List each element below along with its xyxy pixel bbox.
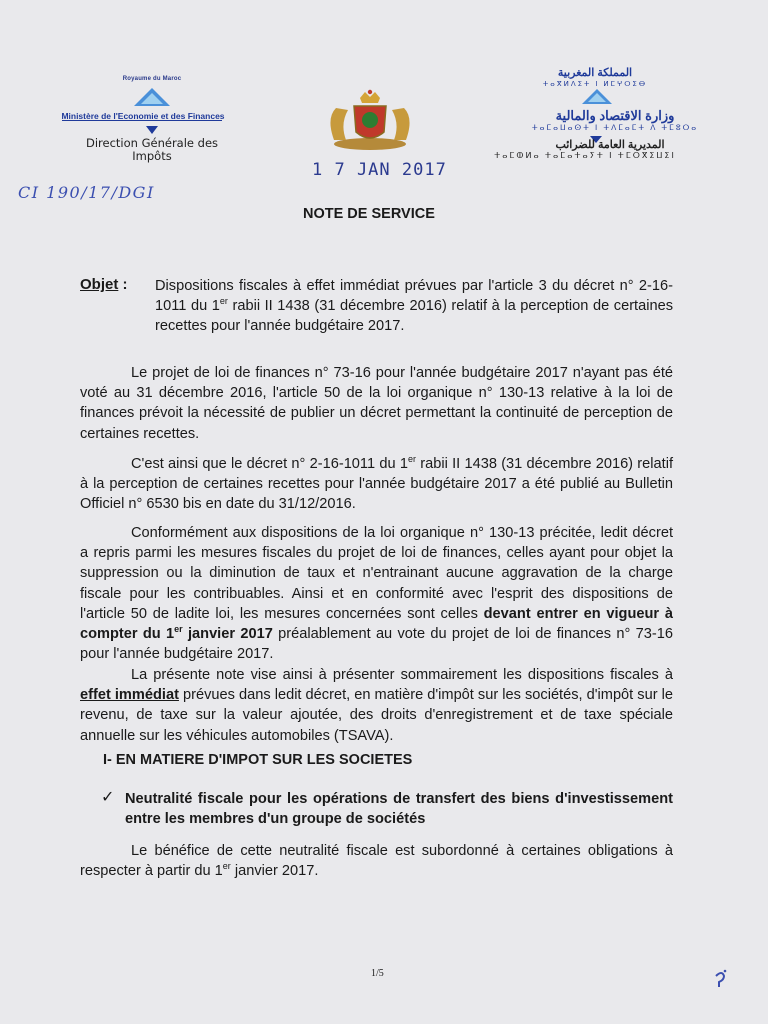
document-title: NOTE DE SERVICE bbox=[303, 206, 435, 222]
tifinagh-kingdom: ⵜⴰⴳⵍⴷⵉⵜ ⵏ ⵍⵎⵖⵔⵉⴱ bbox=[542, 81, 648, 88]
direction-name: Direction Générale des Impôts bbox=[85, 136, 219, 163]
ministry-logo-right-icon bbox=[580, 88, 614, 108]
section-heading-1: I- EN MATIERE D'IMPOT SUR LES SOCIETES bbox=[103, 752, 413, 768]
paragraph-4: La présente note vise ainsi à présenter sommairement les dispositions fiscales à effet immédiat prévues dans ledit décret, en matière d'impôt sur les sociétés, d'impôt sur le revenu, de taxe sur la valeur ajoutée, des droits d'enregistrement et de taxe spéciale annuelle sur les véhicules automobiles (TSAVA). bbox=[80, 667, 673, 744]
ministry-arrow-icon bbox=[146, 121, 158, 129]
ministry-arrow-right-icon bbox=[590, 130, 602, 137]
tifinagh-ministry: ⵜⴰⵎⴰⵡⴰⵙⵜ ⵏ ⵜⴷⵎⴰⵎⵜ ⴷ ⵜⵎⵓⵔⴰ bbox=[531, 123, 699, 132]
check-icon: ✓ bbox=[101, 789, 115, 806]
page-number: 1/5 bbox=[371, 968, 384, 979]
paragraph-3: Conformément aux dispositions de la loi organique n° 130-13 précitée, ledit décret a repris parmi les mesures fiscales du projet de loi de finances, celles ayant pour objet la suppression ou la diminution de taux et n'entrainant aucune aggravation de la charge fiscale pour les contribuables. Ainsi et en conformité avec l'esprit des dispositions de l'article 50 de ladite loi, les mesures concernées sont celles devant entrer en vigueur à compter du 1er janvier 2017 préalablement au vote du projet de loi de finances n° 73-16 pour l'année budgétaire 2017. bbox=[80, 525, 674, 663]
coat-of-arms-icon bbox=[320, 88, 420, 152]
received-date-stamp: 1 7 JAN 2017 bbox=[312, 160, 447, 180]
arabic-kingdom: المملكة المغربية bbox=[557, 67, 633, 79]
kingdom-label: Royaume du Maroc bbox=[122, 76, 182, 82]
ministry-logo-icon bbox=[132, 87, 172, 111]
objet-separator: : bbox=[122, 276, 128, 293]
tifinagh-direction: ⵜⴰⵎⵀⵍⴰ ⵜⴰⵎⴰⵜⴰⵢⵜ ⵏ ⵜⵎⵔⴳⵉⵡⵉⵏ bbox=[494, 151, 676, 160]
subsection-heading-1: Neutralité fiscale pour les opérations de transfert des biens d'investissement entre les membres d'un groupe de sociétés bbox=[125, 791, 673, 828]
arabic-ministry: وزارة الاقتصاد والمالية bbox=[555, 108, 675, 123]
objet-text: Dispositions fiscales à effet immédiat prévues par l'article 3 du décret n° 2-16-1011 du 1er rabii II 1438 (31 décembre 2016) relatif à la perception de certaines recettes pour l'année budgétaire 2017. bbox=[155, 278, 674, 335]
paragraph-2: C'est ainsi que le décret n° 2-16-1011 du 1er rabii II 1438 (31 décembre 2016) relatif à la perception de certaines recettes pour l'année budgétaire 2017 a été publié au Bulletin Officiel n° 6530 bis en date du 31/12/2016. bbox=[80, 454, 673, 513]
arabic-direction: المديرية العامة للضرائب bbox=[555, 139, 665, 151]
ministry-name: Ministère de l'Economie et des Finances bbox=[61, 111, 225, 121]
paragraph-5: Le bénéfice de cette neutralité fiscale est subordonné à certaines obligations à respecter à partir du 1er janvier 2017. bbox=[80, 843, 673, 880]
paragraph-3-emphasis: devant entrer en vigueur à compter du 1er janvier 2017 bbox=[80, 605, 673, 643]
paragraph-1: Le projet de loi de finances n° 73-16 pour l'année budgétaire 2017 n'ayant pas été voté au 31 décembre 2016, l'article 50 de la loi organique n° 130-13 relative à la loi de finances prévoit la nécessité de publier un décret permettant la continuité de perception de certaines recettes. bbox=[80, 365, 673, 442]
initials-mark-icon bbox=[710, 968, 730, 990]
handwritten-reference: CI 190/17/DGI bbox=[18, 183, 155, 202]
objet-label: Objet bbox=[80, 276, 119, 293]
paragraph-4-emphasis: effet immédiat bbox=[80, 687, 179, 704]
